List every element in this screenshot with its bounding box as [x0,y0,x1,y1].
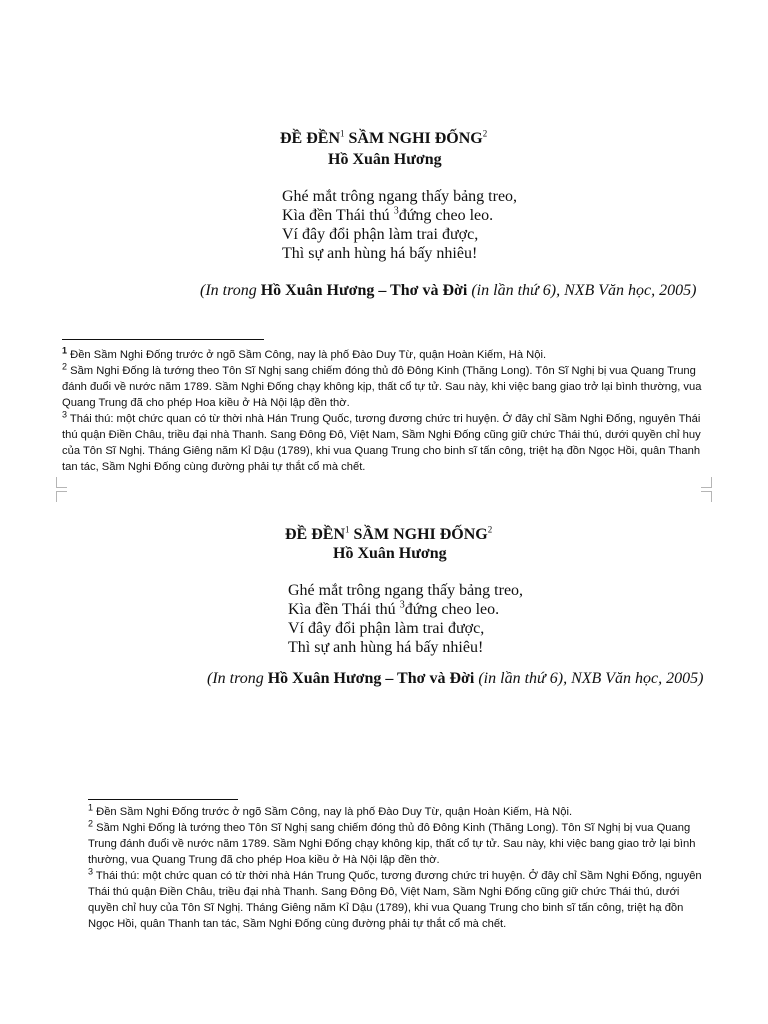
footnote-ref: 1 [345,524,350,535]
poem-author: Hồ Xuân Hương [328,151,442,168]
footnote: $^2$ Sầm Nghi Đống là tướng theo Tôn Sĩ Nghị sang chiếm đóng thủ đô Đông Kinh (Thăng Long). Tôn Sĩ Nghị bị vua Quang Trung đánh đuổi về nước năm 1789. Sầm Nghi Đống chạy không kịp, thất cổ tự tử. Sau này, khi việc bang giao trở lại bình thường, vua Quang Trung đã cho phép Hoa kiều ở Hà Nội lập đền thờ. [88,818,696,866]
footnote: $^3$ Thái thú: một chức quan có từ thời nhà Hán Trung Quốc, tương đương chức tri huyện. Ở đây chỉ Sầm Nghi Đống, nguyên Thái thú quận Điền Châu, triều đại nhà Thanh. Sang Đông Đô, Việt Nam, Sầm Nghi Đống cũng giữ chức Thái thú, dưới quyền chỉ huy của Tôn Sĩ Nghị. Tháng Giêng năm Kỉ Dậu (1789), khi vua Quang Trung cho binh sĩ tấn công, triệt hạ đồn Ngọc Hồi, quân Thanh tan tác, Sầm Nghi Đống cùng đường phải tự thắt cổ mà chết. [88,866,702,930]
footnotes [62,347,702,475]
poem-title: ĐỀ ĐỀN$^1$ SẦM NGHI ĐỐNG$^2$ [285,524,493,543]
poem-line: Kìa đền Thái thú $^3$đứng cheo leo. [288,599,500,618]
footnote: $^3$ Thái thú: một chức quan có từ thời nhà Hán Trung Quốc, tương đương chức tri huyện. Ở đây chỉ Sầm Nghi Đống, nguyên Thái thú quận Điền Châu, triều đại nhà Thanh. Sang Đông Đô, Việt Nam, Sầm Nghi Đống cũng giữ chức Thái thú, dưới quyền chỉ huy của Tôn Sĩ Nghị. Tháng Giêng năm Kỉ Dậu (1789), khi vua Quang Trung cho binh sĩ tấn công, triệt hạ đồn Ngọc Hồi, quân Thanh tan tác, Sầm Nghi Đống cùng đường phải tự thắt cổ mà chết. [62,409,701,473]
page-corner-mark [701,477,712,488]
footnote-separator [62,339,264,340]
page-corner-mark [56,491,67,502]
poem-line: Kìa đền Thái thú $^3$đứng cheo leo. [282,205,494,224]
poem-line: Ghé mắt trông ngang thấy bảng treo, [282,188,518,205]
page-corner-mark [56,477,67,488]
poem-line: Ghé mắt trông ngang thấy bảng treo, [288,582,524,599]
footnote-ref: 3 [393,205,399,217]
footnote: $^1$ Đền Sầm Nghi Đống trước ở ngõ Sầm Công, nay là phố Đào Duy Từ, quận Hoàn Kiếm, Hà Nội. [62,345,547,361]
footnote-ref: 3 [399,599,405,611]
footnote-ref: 1 [340,128,345,139]
footnote-separator [88,799,238,800]
poem-line: Ví đây đổi phận làm trai được, [282,226,479,243]
footnote: $^1$ Đền Sầm Nghi Đống trước ở ngõ Sầm Công, nay là phố Đào Duy Từ, quận Hoàn Kiếm, Hà Nội. [88,802,573,818]
footnote-ref: 2 [482,128,488,139]
poem-line: Ví đây đổi phận làm trai được, [288,620,485,637]
poem-title: ĐỀ ĐỀN$^1$ SẦM NGHI ĐỐNG$^2$ [280,128,488,147]
footnote: $^2$ Sầm Nghi Đống là tướng theo Tôn Sĩ Nghị sang chiếm đóng thủ đô Đông Kinh (Thăng Long). Tôn Sĩ Nghị bị vua Quang Trung đánh đuổi về nước năm 1789. Sầm Nghi Đống chạy không kịp, thất cổ tự tử. Sau này, khi việc bang giao trở lại bình thường, vua Quang Trung đã cho phép Hoa kiều ở Hà Nội lập đền thờ. [62,361,702,409]
source-citation: (In trong Hồ Xuân Hương – Thơ và Đời (in lần thứ 6), NXB Văn học, 2005) [207,670,704,687]
poem-line: Thì sự anh hùng há bấy nhiêu! [288,639,484,656]
source-citation: (In trong Hồ Xuân Hương – Thơ và Đời (in lần thứ 6), NXB Văn học, 2005) [200,282,697,299]
poem-body [282,187,517,263]
poem-body [288,581,523,657]
footnote-ref: 2 [487,524,493,535]
poem-author: Hồ Xuân Hương [333,545,447,562]
footnotes [88,804,704,932]
page-break [0,477,768,491]
page-corner-mark [701,491,712,502]
poem-line: Thì sự anh hùng há bấy nhiêu! [282,245,478,262]
